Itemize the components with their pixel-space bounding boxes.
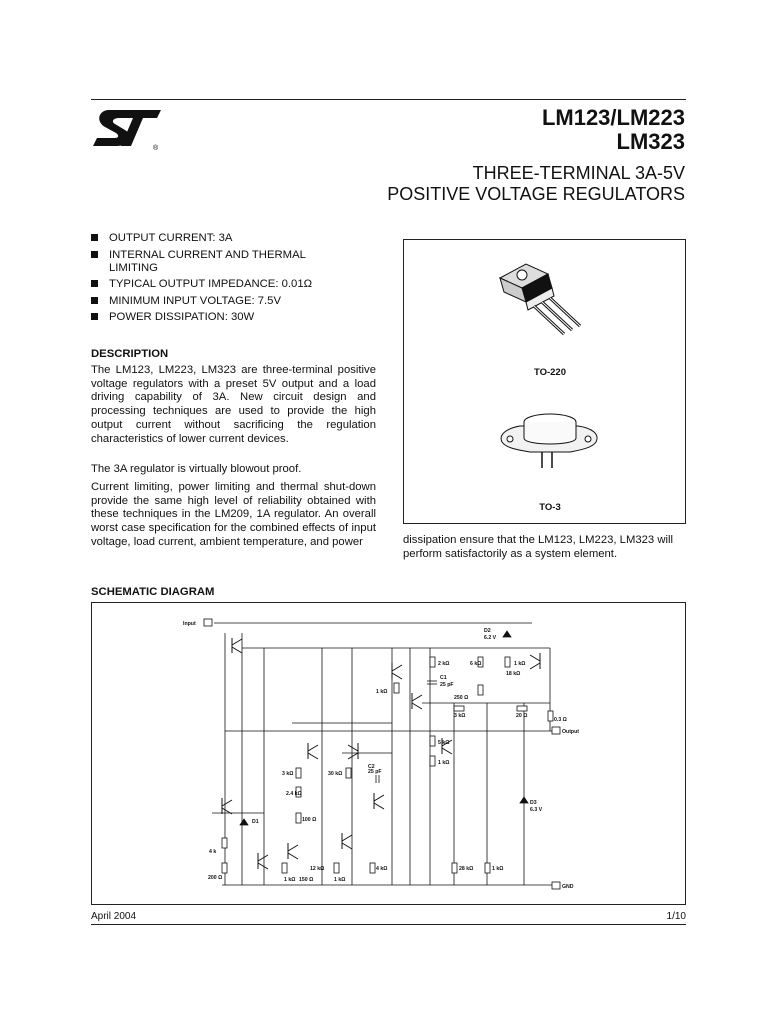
svg-text:3 kΩ: 3 kΩ: [454, 713, 466, 719]
bullet-icon: [91, 313, 98, 320]
schem-label-gnd: GND: [562, 884, 574, 890]
bullet-icon: [91, 280, 98, 287]
svg-text:1 kΩ: 1 kΩ: [438, 760, 450, 766]
svg-text:D2: D2: [484, 628, 491, 634]
svg-text:C2: C2: [368, 764, 375, 770]
to3-label: TO-3: [539, 502, 561, 513]
schematic-heading: SCHEMATIC DIAGRAM: [91, 586, 215, 598]
description-heading: DESCRIPTION: [91, 348, 169, 360]
svg-text:20 Ω: 20 Ω: [516, 713, 528, 719]
to220-package-image: [404, 240, 687, 525]
part-number-line1: LM123/LM223: [541, 105, 685, 130]
svg-text:200 Ω: 200 Ω: [208, 875, 223, 881]
svg-text:®: ®: [153, 145, 159, 152]
to3-package-image: [501, 414, 597, 468]
description-para3-continued: dissipation ensure that the LM123, LM223, LM323 will perform satisfactorily as a system element.: [403, 534, 674, 560]
feature-item: INTERNAL CURRENT AND THERMAL LIMITING: [91, 249, 391, 275]
svg-text:18 kΩ: 18 kΩ: [506, 671, 521, 677]
svg-text:28 kΩ: 28 kΩ: [459, 866, 474, 872]
svg-text:0.3 Ω: 0.3 Ω: [554, 717, 567, 723]
feature-item: TYPICAL OUTPUT IMPEDANCE: 0.01Ω: [91, 278, 391, 291]
description-para2: The 3A regulator is virtually blowout proof.: [91, 463, 302, 475]
feature-list: [91, 232, 391, 328]
subtitle-line1: THREE-TERMINAL 3A-5V: [472, 163, 685, 183]
svg-text:1 kΩ: 1 kΩ: [514, 661, 526, 667]
subtitle-line2: POSITIVE VOLTAGE REGULATORS: [387, 184, 685, 204]
header-rule: [91, 99, 686, 100]
svg-text:1 kΩ: 1 kΩ: [376, 689, 388, 695]
st-logo: [91, 108, 163, 152]
bullet-icon: [91, 234, 98, 241]
svg-text:1 kΩ: 1 kΩ: [334, 877, 346, 883]
svg-text:150 Ω: 150 Ω: [299, 877, 314, 883]
svg-text:12 kΩ: 12 kΩ: [310, 866, 325, 872]
svg-text:D1: D1: [252, 819, 259, 825]
schematic-diagram: [91, 602, 686, 905]
svg-text:2 kΩ: 2 kΩ: [438, 661, 450, 667]
schem-label-input: Input: [183, 621, 196, 627]
feature-item: MINIMUM INPUT VOLTAGE: 7.5V: [91, 295, 391, 308]
part-number-line2: LM323: [616, 129, 685, 154]
bullet-icon: [91, 297, 98, 304]
svg-text:250 Ω: 250 Ω: [454, 695, 469, 701]
bullet-icon: [91, 251, 98, 258]
svg-text:2.4 kΩ: 2.4 kΩ: [286, 791, 302, 797]
svg-text:4 kΩ: 4 kΩ: [376, 866, 388, 872]
svg-text:6.3 V: 6.3 V: [530, 807, 543, 813]
to220-label: TO-220: [533, 367, 567, 378]
svg-text:D3: D3: [530, 800, 537, 806]
svg-text:6 kΩ: 6 kΩ: [470, 661, 482, 667]
svg-text:C1: C1: [440, 675, 447, 681]
svg-text:1 kΩ: 1 kΩ: [492, 866, 504, 872]
svg-text:4 k: 4 k: [209, 849, 217, 855]
svg-text:25 pF: 25 pF: [440, 682, 454, 688]
footer-date: April 2004: [91, 911, 137, 922]
schem-label-output: Output: [562, 729, 579, 735]
svg-text:100 Ω: 100 Ω: [302, 817, 317, 823]
svg-text:6.2 V: 6.2 V: [484, 635, 497, 641]
feature-item: OUTPUT CURRENT: 3A: [91, 232, 391, 245]
package-box: [403, 239, 686, 524]
svg-text:25 pF: 25 pF: [368, 769, 382, 775]
footer-page-number: 1/10: [666, 911, 686, 922]
description-para3: Current limiting, power limiting and thermal shut-down provide the same high level of reliability obtained with these techniques in the LM209, 1A regulator. An overall worst case specification for the combined effects of input voltage, load current, ambient temperature, and power: [91, 481, 376, 548]
svg-text:5 kΩ: 5 kΩ: [438, 740, 450, 746]
svg-text:3 kΩ: 3 kΩ: [282, 771, 294, 777]
svg-text:1 kΩ: 1 kΩ: [284, 877, 296, 883]
feature-item: POWER DISSIPATION: 30W: [91, 311, 391, 324]
footer-rule: [91, 924, 686, 925]
description-para1: The LM123, LM223, LM323 are three-terminal positive voltage regulators with a preset 5V output and a load driving capability of 3A. New circuit design and processing techniques are used to provide the high output current without sacrificing the regulation characteristics of lower current devices.: [91, 364, 376, 445]
svg-text:30 kΩ: 30 kΩ: [328, 771, 343, 777]
